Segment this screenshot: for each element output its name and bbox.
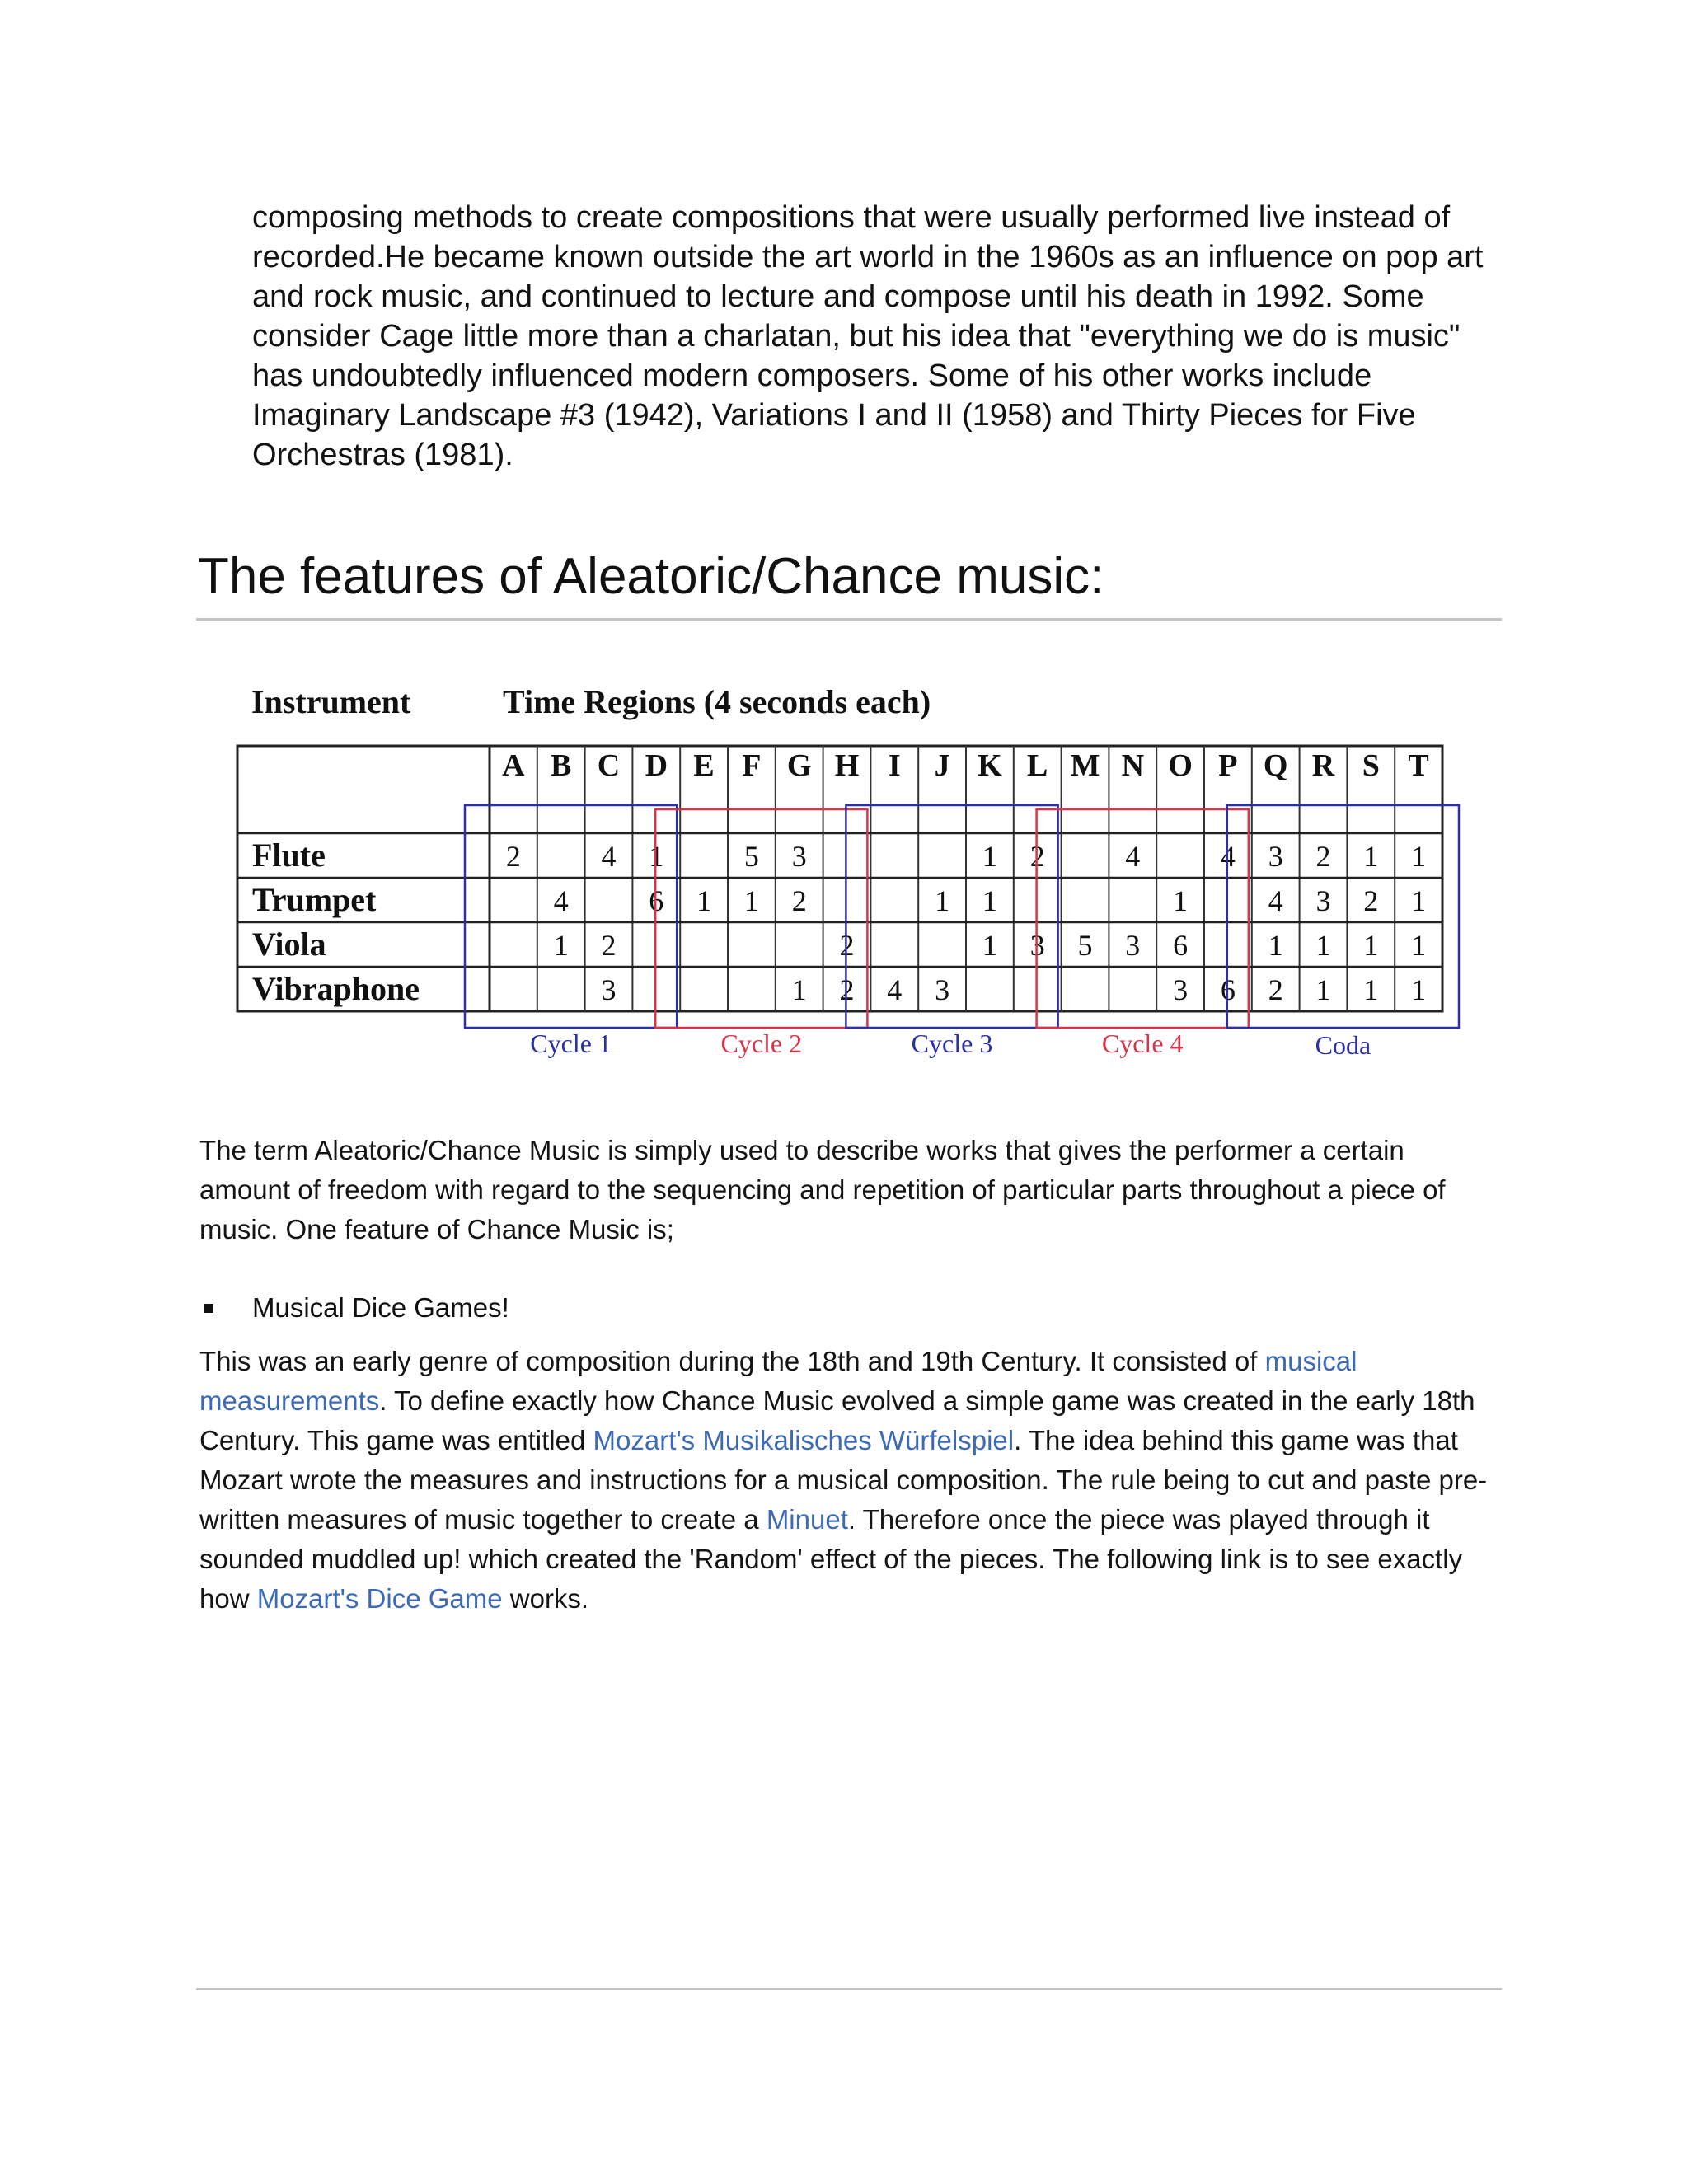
cycle-group-box [846, 805, 1057, 1028]
table-cell-value: 1 [1315, 973, 1331, 1006]
table-cell-value: 3 [1173, 973, 1189, 1006]
table-cell-value: 1 [982, 929, 997, 962]
column-header: S [1362, 748, 1380, 783]
column-header: P [1218, 748, 1238, 783]
table-cell-value: 1 [1363, 929, 1379, 962]
table-cell-value: 1 [1411, 973, 1427, 1006]
table-cell-value: 1 [1411, 840, 1427, 873]
table-cell-value: 1 [696, 884, 712, 917]
table-cell-value: 3 [935, 973, 950, 1006]
table-cell-value: 4 [601, 840, 617, 873]
column-header: M [1070, 748, 1100, 783]
table-cell-value: 1 [649, 840, 664, 873]
table-cell-value: 1 [1173, 884, 1189, 917]
cycle-group-box [465, 805, 677, 1028]
score-table-graphic [231, 672, 1484, 1084]
footer-divider [196, 1988, 1502, 1990]
table-cell-value: 5 [743, 840, 759, 873]
table-cell-value: 3 [1029, 929, 1045, 962]
instrument-name: Vibraphone [252, 970, 420, 1007]
time-regions-heading: Time Regions (4 seconds each) [503, 683, 931, 720]
table-cell-value: 1 [791, 973, 807, 1006]
table-cell-value: 1 [935, 884, 950, 917]
text-span: This was an early genre of composition during the 18th and 19th Century. It consisted of [199, 1346, 1265, 1376]
column-header: Q [1263, 748, 1288, 783]
column-header: J [934, 748, 950, 783]
table-cell-value: 1 [1315, 929, 1331, 962]
column-header: C [597, 748, 621, 783]
intro-paragraph: composing methods to create compositions that were usually performed live instead of recorded.He became known outside the art world in the 1960s as an influence on pop art and rock music, and continued to lecture and compose until his death in 1992. Some consider Cage little more than a charlatan, but his idea that "everything we do is music" has undoubtedly influenced modern composers. Some of his other works include Imaginary Landscape #3 (1942), Variations I and II (1958) and Thirty Pieces for Five Orchestras (1981). [252, 200, 1484, 472]
column-header: T [1408, 748, 1429, 783]
table-cell-value: 4 [1268, 884, 1283, 917]
table-cell-value: 4 [887, 973, 903, 1006]
text-span: . Therefore once the piece was played through it sounded muddled up! which created the 'Random' effect of the pieces. The following link is to see exactly how [199, 1504, 1463, 1614]
cycle-label: Cycle 3 [911, 1029, 993, 1058]
column-header: F [742, 748, 762, 783]
column-header: G [786, 748, 812, 783]
paragraph-definition: The term Aleatoric/Chance Music is simply used to describe works that gives the performer a certain amount of freedom with regard to the sequencing and repetition of particular parts throughout a piece of music. One feature of Chance Music is; [199, 1135, 1446, 1244]
column-header: K [978, 748, 1002, 783]
instrument-name: Flute [252, 837, 326, 874]
table-cell-value: 2 [791, 884, 807, 917]
link-musikalisches-wurfelspiel[interactable]: Mozart's Musikalisches Würfelspiel [593, 1425, 1015, 1455]
section-title: The features of Aleatoric/Chance music: [198, 548, 1104, 605]
column-header: L [1027, 748, 1048, 783]
table-cell-value: 6 [649, 884, 664, 917]
table-cell-value: 6 [1220, 973, 1236, 1006]
column-header: I [888, 748, 901, 783]
table-cell-value: 1 [1411, 884, 1427, 917]
table-cell-value: 4 [1125, 840, 1141, 873]
paragraph-dice-games [199, 1342, 1502, 1619]
cycle-label: Cycle 2 [720, 1029, 803, 1058]
list-item-label: Musical Dice Games! [252, 1292, 509, 1323]
feature-list [199, 1288, 509, 1328]
table-cell-value: 2 [839, 929, 855, 962]
table-cell-value: 2 [1029, 840, 1045, 873]
column-header: R [1311, 748, 1335, 783]
table-cell-value: 4 [553, 884, 569, 917]
instrument-heading: Instrument [251, 683, 411, 720]
cycle-group-box [655, 809, 867, 1028]
cycle-label: Coda [1315, 1030, 1372, 1060]
column-header: H [834, 748, 860, 783]
table-cell-value: 2 [1315, 840, 1331, 873]
text-span: . The idea behind this game was that Mozart wrote the measures and instructions for a musical composition. The rule being to cut and paste pre-written measures of music together to create a [199, 1425, 1488, 1535]
table-cell-value: 4 [1220, 840, 1236, 873]
title-divider [196, 618, 1502, 621]
table-cell-value: 3 [791, 840, 807, 873]
table-cell-value: 1 [1363, 973, 1379, 1006]
square-bullet-icon [204, 1304, 213, 1313]
table-cell-value: 1 [1268, 929, 1283, 962]
cycle-label: Cycle 1 [530, 1029, 612, 1058]
link-minuet[interactable]: Minuet [766, 1504, 848, 1535]
column-header: E [693, 748, 715, 783]
table-cell-value: 3 [601, 973, 617, 1006]
link-mozarts-dice-game[interactable]: Mozart's Dice Game [256, 1583, 503, 1614]
column-header: D [645, 748, 668, 783]
column-header: O [1168, 748, 1193, 783]
table-cell-value: 2 [601, 929, 617, 962]
column-header: A [502, 748, 525, 783]
link-musical-measurements[interactable]: musical measurements [199, 1346, 1357, 1416]
table-cell-value: 2 [505, 840, 521, 873]
table-cell-value: 3 [1125, 929, 1141, 962]
table-cell-value: 2 [839, 973, 855, 1006]
table-cell-value: 6 [1173, 929, 1189, 962]
table-cell-value: 1 [982, 840, 997, 873]
table-cell-value: 3 [1268, 840, 1283, 873]
table-cell-value: 1 [1363, 840, 1379, 873]
table-cell-value: 1 [982, 884, 997, 917]
table-cell-value: 1 [1411, 929, 1427, 962]
cycle-label: Cycle 4 [1101, 1029, 1184, 1058]
table-cell-value: 3 [1315, 884, 1331, 917]
table-cell-value: 1 [743, 884, 759, 917]
table-cell-value: 1 [553, 929, 569, 962]
column-header: N [1121, 748, 1145, 783]
cycle-group-box [1037, 809, 1249, 1028]
aleatoric-score-figure [231, 672, 1484, 1084]
table-cell-value: 2 [1363, 884, 1379, 917]
text-span: . To define exactly how Chance Music evolved a simple game was created in the early 18th Century. This game was entitled [199, 1385, 1475, 1455]
table-cell-value: 2 [1268, 973, 1283, 1006]
text-span: works. [502, 1583, 589, 1614]
instrument-name: Trumpet [252, 881, 377, 918]
column-header: B [551, 748, 572, 783]
list-item [199, 1288, 509, 1328]
table-cell-value: 5 [1077, 929, 1093, 962]
instrument-name: Viola [252, 926, 326, 963]
